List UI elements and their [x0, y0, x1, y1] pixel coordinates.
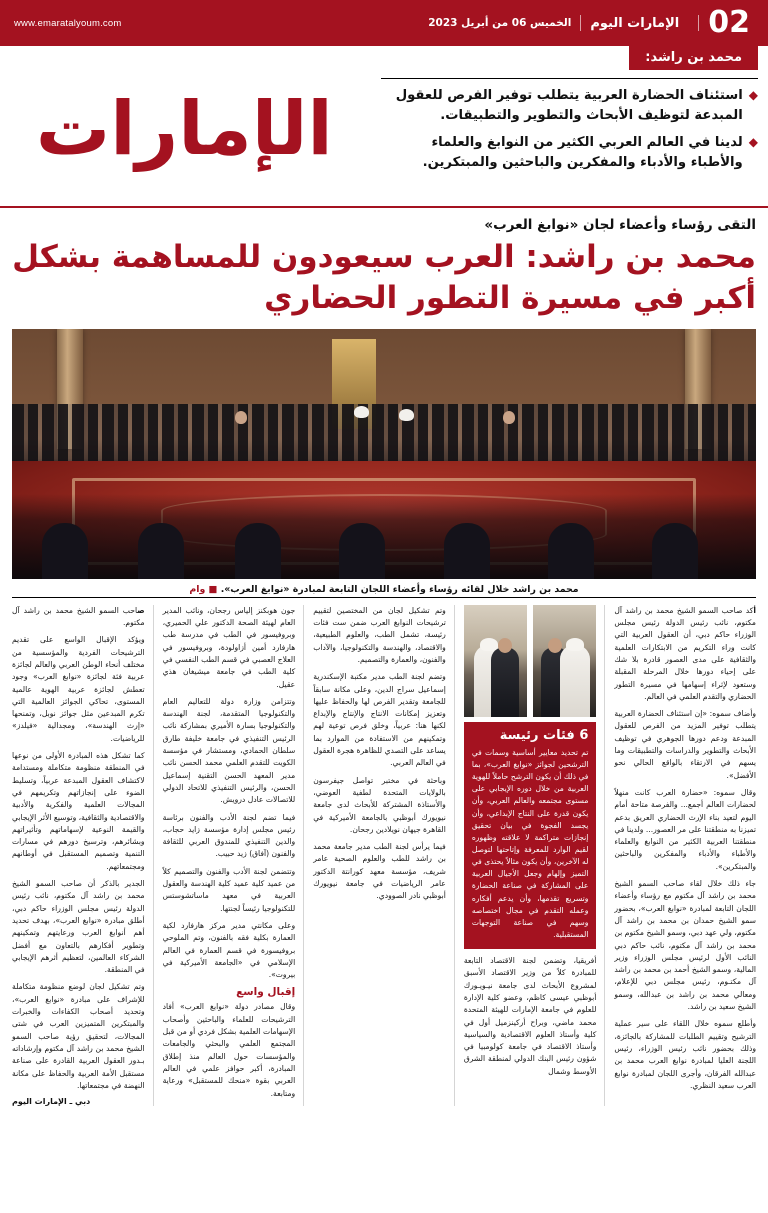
paragraph: فيما يرأس لجنة الطب مدير جامعة محمد بن راشد للطب والعلوم الصحية عامر شريف، مؤسسة معهد كورانتة الدكتور عامر الرياضيات في جامعة نيويورك أبوظبي نادر الصوودي. [313, 842, 446, 901]
inline-figure-kerchief [566, 638, 584, 651]
photo-silhouette-4 [339, 523, 385, 579]
quote-bullet-icon-2: ◆ [748, 134, 758, 149]
paragraph: فيما تضم لجنة الأدب والفنون برئاسة رئيس مجلس إدارة مؤسسة زايد حجاب، والدين التنفيذي للمندوق العربي للثقافة والفنون (آفاق) زيد حبيب. [162, 812, 296, 859]
paragraph: وقال مصادر دولة «نوابغ العرب» أفاد الترشيحات للعلماء والباحثين وأصحاب الإسهامات العلمية بشكل فردي أو من قبل المجتمع العلمي والبحثي والجامعات والمؤسسات حول العالم منذ إطلاق المبادرة، أكبر حوافز علمي في العالم العربي بقوة «منحك للمستقبل» ورعاية ومتابعة. [162, 1002, 296, 1098]
inline-figure-head [498, 638, 512, 653]
column-3 [313, 605, 455, 1106]
caption-text: محمد بن راشد خلال لقائه رؤساء وأعضاء اللجان التابعة لمبادرة «نوابغ العرب». [220, 583, 579, 595]
inline-photos [464, 605, 597, 717]
redbox-title: 6 فئات رئيسة [499, 727, 589, 743]
photo-silhouette-6 [548, 523, 594, 579]
inline-figure-white [560, 645, 590, 717]
paragraph: جاء ذلك خلال لقاء صاحب السمو الشيخ محمد بن راشد آل مكتوم مع رؤساء وأعضاء اللجان التابعة لمبادرة «نوابغ العرب»، بحضور سمو الشيخ حمدان بن محمد بن راشد آل مكتوم، ولي عهد دبي، وسمو الشيخ مكتوم بن محمد بن راشد آل مكتوم، نائب حاكم دبي النائب الأول لرئيس مجلس الوزراء وزير المالية، وسمو الشيخ أحمد بن محمد بن راشد آل مكتـوم، رئيس مجلس دبي للإعلام، ومعالي محمد بن راشد بن عبدالله، وسمو الشيخ سعيد بن راشد. [614, 879, 756, 1012]
paragraph: أكد صاحب السمو الشيخ محمد بن راشد آل مكتوم، نائب رئيس الدولة رئيس مجلس الوزراء حاكم دبي، أن العقول العربية التي كانت وراء التكريم من الابتكارات العلمية والثقافية على مدى العصور قادرة بلا شك على إحياء دورها خلال المرحلة المقبلة وستعود لإثراء إسهامها في مسيرة التطور الحضاري والتقدم العلمي في العالم. [614, 605, 756, 701]
paragraph: وعلى مكانتي مدير مركز هارفارد لكية العمارة بكلية فقه بالفنون، وتم الملوحي بروفيسورة في قسم العمارة في العالم الإسلامي في «الجامعة الأميركية في بيروت». [162, 920, 296, 980]
column-subhead: إقبال واسع [236, 986, 296, 999]
column-4 [464, 605, 606, 1106]
caption-source: ■ [205, 583, 218, 595]
website-url[interactable]: www.emaratalyoum.com [14, 17, 122, 29]
photo-silhouette-1 [42, 523, 88, 579]
paragraph: وأطلع سموه خلال اللقاء على سير عملية الترشيح وتقييم الطلبات للمشاركة بالجائزة، وذلك بحضور نائب رئيس الوزراء، رئيس اللجنة العليا لمبادرة نوابغ العرب محمد بن عبدالله الفرقان، وأجرى اللجان لمبادرة نوابغ العرب سعيد النظري. [614, 1019, 756, 1090]
paragraph: وتتضمن لجنة الأدب والفنون والتصميم كلاً من عميد كلية عميد كلية الهندسة والعقول العربية في معهد ماساتشوستس للتكنولوجيا رئيساً لجنتها. [162, 866, 296, 913]
photo-caption [12, 579, 756, 598]
paragraph: جون هوبكنز إلياس رجحان، ونائب المدير العام لهيئة الصحة الدكتور علي الحميري، وبروفيسور في الطب في مدرسة طب هارفارد أمين أزاولودة، وبروفيسور في العلاج العصبي في قسم الطب النفسي في كلية الطب في جامعة ميشيغان هذي عقيل. [162, 605, 296, 689]
inline-figure-dark [491, 647, 519, 717]
photo-silhouette-5 [444, 523, 490, 579]
redbox-body: تم تحديد معايير أساسية وسمات في الترشحين لجوائز «نوابغ العرب»، بما في ذلك أن يكون الترشح حاملاً للهوية العربية من خلال دوره الإيجابي على مستوى مجتمعه والعالم العربي، وأن يكون قدرة على النتاج الإبداعي، وأن يجسد الفجوة في بيان تحقيق إنجازات متراكمة لا علاقته وظهوره لقيم الوارد للمعرفة وإتاحتها لتوصل له الآخرين، وأن يكون مثالاً يحتذى في التميز وإلهام وجعل الأجيال العربية على المشاركة في صناعة الحضارة وتسريع تقدمها، وأن يدعم أفكاره وعمله التقدم في مجال اختصاصه وسهم في صناعة التوجهات المستقبلية. [471, 747, 589, 939]
paragraph: الجدير بالذكر أن صاحب السمو الشيخ محمد بن راشد آل مكتوم، نائب رئيس الدولة رئيس مجلس الوزراء حاكم دبي، أطلق مبادرة «نوابغ العرب»، بهدف تحديد أهم أنوابغ العرب ورعايتهم وتمكينهم وتطوير أفكارهم بالتعاون مع أفضل الشركاء العالمين، لتعظيم أثرهم الإيجابي في المنطقة. [12, 879, 145, 975]
masthead-divider [698, 15, 699, 31]
paragraph: وباحثة في مختبر تواصل جيفرسون بالولايات المتحدة لطفية العوضي، والأستاذة المشتركة للأبحاث لدى جامعة نيويورك أبوظبي بالجامعة الأميركية في القاهرة جيهان نويلادين رجحان. [313, 775, 446, 834]
photo-figure-head-2 [399, 409, 414, 421]
paragraph: أفريقيا، وتضمن لجنة الاقتصاد التابعة للمبادرة كلاً من وزير الاقتصاد الأسبق لمشروع الأبحاث لدى جامعة نيـويـورك أبوظبي عيسى كاظم، وعضو كلية الإدارة للعلوم في جامعة الإمارات للهيئة المتحدة محمد ماضي، وبراح أركينزميل أول في كلية وأستاذ العلوم الاقتصادية والسياسية وأستاذ الاقتصاد في جامعة كولومبيا في شؤون رئيس البنك الدولي لمنطقة الشرق الأوسط وشمال [463, 956, 597, 1076]
masthead-bar [0, 0, 768, 46]
column-1 [12, 605, 154, 1106]
article-signoff: دبي ـ الإمارات اليوم [12, 1097, 91, 1107]
quote-bullet-icon: ◆ [748, 88, 758, 102]
main-photo-wrap [0, 329, 768, 579]
quote-attribution: محمد بن راشد: [629, 46, 758, 70]
paragraph: وتضم لجنة الطب مدير مكتبة الإسكندرية إسماعيل سراج الدين، وعلى مكانة سابقاً للجامعة وتقدير الفرص لها والحفاظ عليها وتعزيز إمكانات الانتاج والإنتاج والإبداع لكنها هنا: عربياً، وخلق فرص توعية لهم وتمكينهم من الاستفادة من الموارد بما يساعد على التصدي للظاهرة هجرة العقول في العالم العربي. [313, 672, 446, 768]
section-name: الإمارات اليوم [590, 15, 680, 31]
paragraph: وأضاف سموه: «إن استئناف الحضارة العربية يتطلب توفير المزيد من الفرص للعقول المبدعة ودعم دورها الجوهري في توظيف الأبحاث والتطوير والدراسات والتطبيقات وما يسهم في الارتقاء بالواقع الحالي نحو الأفضل». [614, 709, 756, 780]
photo-figure-head-1 [354, 406, 369, 418]
photo-silhouette-7 [652, 523, 698, 579]
paragraph: وقال سموه: «حضارة العرب كانت منهلاً لحضارات العالم أجمع... والفرصة متاحة أمام اليوم لتعيد بناء الإرث الحضاري العريق بدعم تميزنا به منطقتنا على مر العصور... ولدينا في منطقتنا العربية الكثير من النوابغ والعلماء والأطباء والأدباء والمفكرين والباحثين والمبتكرين». [614, 787, 756, 871]
top-block [0, 46, 768, 208]
masthead-divider-2 [580, 15, 581, 31]
paragraph: ويؤكد الإقبال الواسع على تقديم الترشيحات الفردية والمؤسسية من مختلف أنحاء الوطن العربي والعالم لجائزة عربية فئة لجائزة «نوابغ العرب» وجود تعطش لجائزة عربية الهوية عالمية المستوى، تحاكي الجوائز العالمية التي تكرم المبدعين مثل جوائز نوبل، وتمنحها «إرث الهندسة»، ومجدالية «فيلدز» للرياضيات. [12, 635, 145, 743]
page-number: 02 [708, 5, 750, 40]
paragraph: وتتزامن وزارة دولة للتعاليم العام والتكنولوجيا المتقدمة، لجنة الهندسة والتكنولوجيا بسارة الأميري بمشاركة نائب الرئيس التنفيذي في جامعة خليفة طارق سلطان الحمادي، ومستشار في مؤسسة الكويت للتقدم العلمي محمد الحسن نائب مدير المعهد الحسن التقنية إسماعيل الحسن، والرئيس التنفيذي للاتحاد الدولي للاتصالات عادل درويش. [162, 696, 296, 805]
column-5 [614, 605, 756, 1106]
inline-figure-head [548, 638, 562, 653]
inline-photo-1 [464, 605, 527, 717]
main-photo [12, 329, 756, 579]
caption-source-text: وام [189, 583, 206, 595]
photo-silhouette-3 [235, 523, 281, 579]
quote-rule [381, 78, 758, 79]
quote-box [369, 46, 768, 206]
paragraph: وتم تشكيل لجان من المختصين لتقييم ترشيحات النوابغ العرب ضمن ست فئات رئيسة، تشمل الطب، والعلوم الطبيعية، والاقتصاد، والهندسة والتكنولوجيا، والآداب والفنون، والعمارة والتصميم. [313, 605, 446, 664]
quote-item-1 [381, 86, 758, 127]
column-2 [163, 605, 305, 1106]
logo-text: الإمارات [35, 85, 333, 172]
quote-item-2 [381, 133, 758, 174]
paragraph: وتم تشكيل لجان لوضع منظومة متكاملة للإشراف على مبادرة «نوابغ العرب»، وتحديد أصحاب الكفاءات والخبرات والمبتكرين المتميزين العرب في شتى المجالات، لتحقيق رؤية صاحب السمو الشيخ محمد بن راشد آل مكتوم وإرشاداته بـدور العقول العربية القادرة على صناعة مستقبل الأمة العربية والحفاظ على مكانة النهضة في مجتمعاتها. [12, 982, 145, 1090]
quote-text-1: استئناف الحضارة العربية يتطلب توفير الفرص للعقول المبدعة لتوظيف الأبحاث والتطوير والتطبيقات. [395, 88, 743, 124]
newspaper-logo [0, 46, 369, 206]
inline-photo-2 [533, 605, 596, 717]
article-headline: محمد بن راشد: العرب سيعودون للمساهمة بشكل أكبر في مسيرة التطور الحضاري [12, 239, 756, 316]
paragraph: صاحب السمو الشيخ محمد بن راشد آل مكتوم. [12, 605, 145, 628]
photo-figure-head-4 [503, 411, 515, 424]
article-body [0, 598, 768, 1114]
quote-text-2: لدينا في العالم العربي الكثير من النوابغ والعلماء والأطباء والأدباء والمفكرين والباحثين والمبتكرين. [422, 134, 743, 171]
article-kicker: التقى رؤساء وأعضاء لجان «نوابغ العرب» [484, 217, 756, 233]
issue-date: الخميس 06 من أبريل 2023 [428, 17, 572, 29]
photo-silhouette-2 [138, 523, 184, 579]
sidebar-redbox [464, 722, 597, 949]
paragraph: كما تشكل هذه المبادرة الأولى من نوعها في المنطقة منظومة متكاملة ومستدامة لاكتشاف العقول المبدعة عربياً، وتسليط الضوء على إنجازاتهم وتكريمهم في المجالات العلمية والفكرية والأدبية والاقتصادية والثقافية، وتوسيع الأثر الإيجابي والقيمة النوعية لإسهاماتهم وتأثيراتهم وبشائرهم، وترسيخ دورهم في مسارات التنمية وتصميم المستقبل في أوطانهم ومجتمعاتهم. [12, 751, 145, 871]
